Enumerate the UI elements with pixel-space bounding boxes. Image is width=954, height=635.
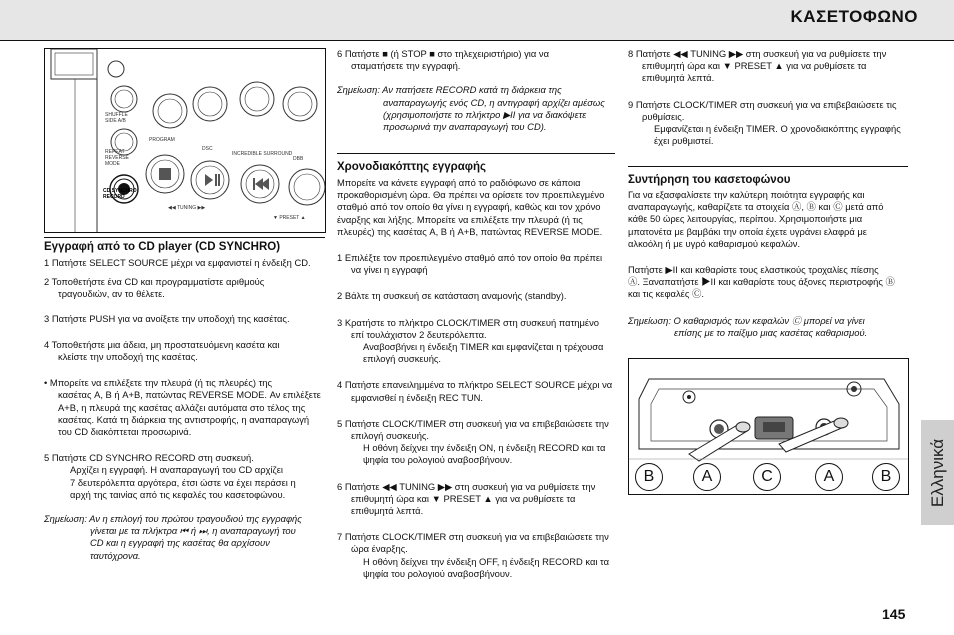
col3-step-9c: Εμφανίζεται η ένδειξη TIMER. Ο χρονοδιακόπτης εγγραφής [654, 123, 901, 135]
col1-note-3: CD και η εγγραφή της κασέτας θα αρχίσουν [90, 537, 270, 549]
col2-step-4a: 4 Πατήστε επανειλημμένα το πλήκτρο SELECT SOURCE μέχρι να [337, 379, 613, 391]
col1-step-4a: 4 Τοποθετήστε μια άδεια, μη προστατευόμενη κασέτα και [44, 338, 280, 350]
fig1-label-program: PROGRAM [149, 137, 175, 143]
col3-clean-1: Πατήστε ▶II και καθαρίστε τους ελαστικούς τροχαλίες πίεσης [628, 264, 879, 276]
col2-heading-rule [337, 153, 615, 154]
language-tab-label: Ελληνικά [927, 438, 947, 507]
col1-step-5: 5 Πατήστε CD SYNCHRO RECORD στη συσκευή. [44, 452, 254, 464]
col2-step-7a: 7 Πατήστε CLOCK/TIMER στη συσκευή για να επιβεβαιώσετε την [337, 531, 609, 543]
col1-bullet-1: • Μπορείτε να επιλέξετε την πλευρά (ή τις πλευρές) της [44, 377, 273, 389]
col1-bullet-2: κασέτας A, B ή A+B, πατώντας REVERSE MODE. Αν επιλέξετε [58, 389, 321, 401]
col2-step-1a: 1 Επιλέξτε τον προεπιλεγμένο σταθμό από τον οποίο θα πρέπει [337, 252, 603, 264]
col1-bullet-5: του CD διακόπτεται προσωρινά. [58, 426, 192, 438]
col1-step-2b: τραγουδιών, αν το θέλετε. [58, 288, 165, 300]
cd-synchro-figure [44, 48, 326, 233]
col1-note-1: Σημείωση: Αν η επιλογή του πρώτου τραγουδιού της εγγραφής [44, 513, 302, 525]
col2-note-1: Σημείωση: Αν πατήσετε RECORD κατά τη διάρκεια της [337, 84, 562, 96]
header-rule [0, 40, 954, 41]
fig1-label-incredible-surround: INCREDIBLE SURROUND [232, 151, 293, 157]
col2-step-7d: ψηφία του ρολογιού αναβοσβήνουν. [363, 567, 513, 579]
col3-step-9d: έχει ρυθμιστεί. [654, 135, 714, 147]
label-c: C [753, 463, 781, 491]
col1-step-4b: κλείστε την υποδοχή της κασέτας. [58, 351, 198, 363]
col2-para-1: Μπορείτε να κάνετε εγγραφή από το ραδιόφωνο σε κάποια [337, 177, 581, 188]
col2-para-4: έναρξης και λήξης. Μπορείτε να επιλέξετε την πλευρά (ή τις [337, 213, 583, 225]
col3-heading: Συντήρηση του κασετοφώνου [628, 174, 791, 186]
col3-step-9b: ρυθμίσεις. [642, 110, 685, 122]
col3-maint-2: αναπαραγωγής, καθαρίζετε τα στοιχεία Ⓐ, Ⓑ και Ⓒ μετά από [628, 201, 884, 213]
col3-step-8a: 8 Πατήστε ◀◀ TUNING ▶▶ στη συσκευή για να ρυθμίσετε την [628, 48, 887, 59]
page-number: 145 [882, 606, 906, 622]
col3-maint-3: κάθε 50 ώρες λειτουργίας, περίπου. Χρησιμοποιήστε μια [628, 213, 863, 225]
col2-step-6a: 6 Πατήστε ■ (ή STOP ■ στο τηλεχειριστήριο) για να [337, 48, 549, 59]
col2-note-3: (χρησιμοποιήστε το πλήκτρο ▶II για να διακόψετε [383, 108, 587, 120]
col3-text [628, 189, 918, 339]
col2-step-3d: επιλογή συσκευής. [363, 353, 442, 365]
label-a-right: A [815, 463, 843, 491]
col2-step-3b: επί τουλάχιστον 2 δευτερόλεπτα. [351, 328, 487, 340]
label-a-left: A [693, 463, 721, 491]
col2-step-3c: Αναβοσβήνει η ένδειξη TIMER και εμφανίζεται η τρέχουσα [363, 341, 604, 353]
col3-clean-3: και τις κεφαλές Ⓒ. [628, 288, 704, 300]
fig1-label-repeat: REPEAT REVERSE MODE [105, 149, 129, 167]
col1-step-1: 1 Πατήστε SELECT SOURCE μέχρι να εμφανιστεί η ένδειξη CD. [44, 257, 311, 268]
col1-heading-rule [44, 237, 325, 238]
col2-step-7c: Η οθόνη δείχνει την ένδειξη OFF, η ένδειξη RECORD και τα [363, 555, 610, 567]
col1-step-5b: 7 δευτερόλεπτα αργότερα, έτσι ώστε να έχει περάσει η [70, 476, 296, 488]
col2-heading: Χρονοδιακόπτης εγγραφής [337, 161, 487, 173]
col1-bullet-3: A+B, η πλευρά της κασέτας αλλάζει αυτόματα στο τέλος της [58, 401, 306, 413]
col1-step-3: 3 Πατήστε PUSH για να ανοίξετε την υποδοχή της κασέτας. [44, 312, 290, 324]
col2-note-4: προσωρινά την αναπαραγωγή του CD). [383, 121, 547, 133]
col2-step-5d: ψηφία του ρολογιού αναβοσβήνουν. [363, 454, 513, 466]
fig1-label-tuning: ◀◀ TUNING ▶▶ [168, 205, 206, 211]
language-tab [921, 420, 954, 525]
col2-para-5: πλευρές) της κασέτας A, B ή A+B, πατώντας REVERSE MODE. [337, 225, 603, 237]
col2-para-3: σταθμό από τον οποίο θα γίνει η εγγραφή, καθώς και τον χρόνο [337, 201, 601, 213]
fig1-label-dbb: DBB [293, 156, 304, 162]
fig1-label-preset: ▼ PRESET ▲ [273, 215, 306, 221]
col3-step-9a: 9 Πατήστε CLOCK/TIMER στη συσκευή για να επιβεβαιώσετε τις [628, 98, 897, 110]
col3-clean-2: Ⓐ. Ξαναπατήστε ▶II και καθαρίστε τους άξονες περιστροφής Ⓑ [628, 276, 895, 288]
col2-step-6b-preset: επιθυμητή ώρα και ▼ PRESET ▲ για να ρυθμίσετε τα [351, 492, 576, 504]
fig1-label-cd-synchro: CD SYNCHRO RECORD [103, 188, 137, 200]
col1-note-2: γίνεται με τα πλήκτρα ⏮ ή ⏭, η αναπαραγωγή του [90, 525, 296, 537]
col1-text [44, 257, 326, 562]
col3-maint-1: Για να εξασφαλίσετε την καλύτερη ποιότητα εγγραφής και [628, 189, 865, 200]
col3-maint-5: αλκοόλη ή με υγρό καθαρισμού κεφαλών. [628, 237, 801, 249]
col2-step-3a: 3 Κρατήστε το πλήκτρο CLOCK/TIMER στη συσκευή πατημένο [337, 316, 599, 328]
col2-step-6c: επιθυμητά λεπτά. [351, 505, 424, 517]
col3-note-1: Σημείωση: Ο καθαρισμός των κεφαλών Ⓒ μπορεί να γίνει [628, 314, 865, 326]
label-b-right: B [872, 463, 900, 491]
page-title: ΚΑΣΕΤΟΦΩΝΟ [790, 7, 918, 26]
col3-step-8c: επιθυμητά λεπτά. [642, 72, 715, 84]
col3-maint-4: μπατονέτα με βαμβάκι την οποία έχετε υγράνει ελαφρά με [628, 225, 867, 237]
col1-step-5c: αρχή της ταινίας από τις κεφαλές του κασετοφώνου. [70, 488, 286, 500]
col1-heading: Εγγραφή από το CD player (CD SYNCHRO) [44, 241, 281, 253]
col1-note-4: ταυτόχρονα. [90, 549, 141, 561]
col2-note-2: αναπαραγωγής ενός CD, η αντιγραφή αρχίζει αμέσως [383, 96, 605, 108]
col2-step-5a: 5 Πατήστε CLOCK/TIMER στη συσκευή για να επιβεβαιώσετε την [337, 417, 609, 429]
col2-text [337, 177, 619, 580]
label-b-left: B [635, 463, 663, 491]
col2-step-6a-tuning: 6 Πατήστε ◀◀ TUNING ▶▶ στη συσκευή για να ρυθμίσετε την [337, 480, 596, 492]
col1-bullet-4: κασέτας. Κατά τη διάρκεια της αντιστροφής, η αναπαραγωγή [58, 413, 310, 425]
col2-step-5c: Η οθόνη δείχνει την ένδειξη ON, η ένδειξη RECORD και τα [363, 442, 606, 454]
col3-note-2: επίσης με το παίξιμο μιας κασέτας καθαρισμού. [674, 326, 868, 338]
col2-step-5b: επιλογή συσκευής. [351, 430, 430, 442]
col2-step-7b: ώρα έναρξης. [351, 543, 408, 555]
fig1-label-shuffle: SHUFFLE SIDE A/B [105, 112, 128, 124]
cassette-cleaning-figure [628, 358, 909, 495]
col2-step-2: 2 Βάλτε τη συσκευή σε κατάσταση αναμονής (standby). [337, 290, 567, 302]
fig1-label-dsc: DSC [202, 146, 213, 152]
col2-top-text [337, 48, 619, 133]
col2-step-4b: εμφανισθεί η ένδειξη REC TUN. [351, 391, 484, 403]
col3-top-text [628, 48, 918, 147]
col2-step-6b: σταματήσετε την εγγραφή. [351, 60, 461, 72]
col3-heading-rule [628, 166, 908, 167]
col3-step-8b: επιθυμητή ώρα και ▼ PRESET ▲ για να ρυθμίσετε τα [642, 60, 867, 72]
col1-step-2a: 2 Τοποθετήστε ένα CD και προγραμματίστε αριθμούς [44, 276, 265, 288]
col1-step-5a: Αρχίζει η εγγραφή. Η αναπαραγωγή του CD αρχίζει [70, 464, 283, 476]
col2-step-1b: να γίνει η εγγραφή [351, 264, 428, 276]
col2-para-2: προκαθορισμένη ώρα. Θα πρέπει να ορίσετε τον προεπιλεγμένο [337, 189, 605, 201]
